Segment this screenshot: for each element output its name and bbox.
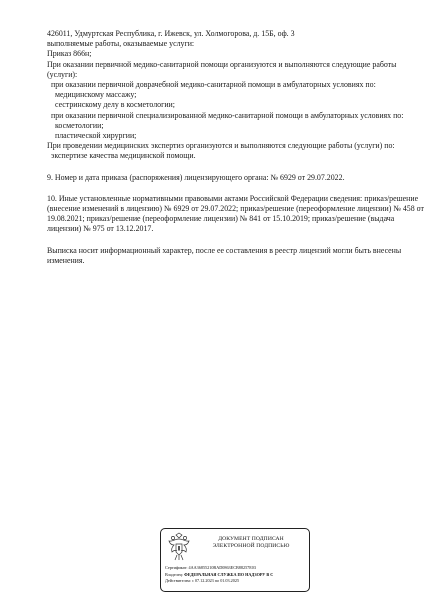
spacer <box>47 183 425 194</box>
primary-care-heading: При оказании первичной медико-санитарной помощи организуются и выполняются следующие работы (услуги): <box>47 59 397 79</box>
service-plastic-surgery: пластической хирургии; <box>55 131 137 141</box>
stamp-title <box>193 536 309 550</box>
item-10: 10. Иные установленные нормативными правовыми актами Российской Федерации сведения: приказ/решение (внесение изменений в лицензию) № 6929 от 29.07.2022; приказ/решение (переоформление лицензии) № 458 от 19.08.2021; приказ/решение (переоформление лицензии) № 841 от 15.10.2019; приказ/решение (выдача лицензии) № 975 от 13.12.2017. <box>47 193 424 234</box>
works-heading: выполняемые работы, оказываемые услуги: <box>47 39 195 49</box>
double-headed-eagle-icon <box>165 532 193 562</box>
certificate-row <box>165 565 273 572</box>
document-body <box>47 29 425 266</box>
spacer <box>47 235 425 246</box>
specialized-care-line: при оказании первичной специализированной медико-санитарной помощи в амбулаторных условиях по: <box>51 110 404 120</box>
notice: Выписка носит информационный характер, после ее составления в реестр лицензий могли быть внесены изменения. <box>47 245 402 265</box>
validity-label: Действителен: <box>165 578 191 584</box>
spacer <box>47 162 425 173</box>
service-massage: медицинскому массажу; <box>55 90 137 100</box>
service-nursing-cosmetology: сестринскому делу в косметологии; <box>55 100 175 110</box>
validity-row <box>165 578 273 585</box>
validity-value: с 07.12.2023 по 01.03.2025 <box>192 578 240 584</box>
address-line: 426011, Удмуртская Республика, г. Ижевск, ул. Холмогорова, д. 15Б, оф. 3 <box>47 29 295 38</box>
prehospital-care-line: при оказании первичной доврачебной медико-санитарной помощи в амбулаторных условиях по: <box>51 80 376 90</box>
expertise-heading: При проведении медицинских экспертиз организуются и выполняются следующие работы (услуги) по: <box>47 141 395 151</box>
stamp-title-line-1: ДОКУМЕНТ ПОДПИСАН <box>218 536 284 542</box>
item-9: 9. Номер и дата приказа (распоряжения) лицензирующего органа: № 6929 от 29.07.2022. <box>47 172 345 182</box>
owner-row <box>165 572 273 579</box>
stamp-title-line-2: ЭЛЕКТРОННОЙ ПОДПИСЬЮ <box>212 543 290 550</box>
stamp-details <box>165 565 273 585</box>
certificate-label: Сертификат: <box>165 565 188 570</box>
owner-value: ФЕДЕРАЛЬНАЯ СЛУЖБА ПО НАДЗОРУ В С <box>184 571 274 577</box>
owner-label: Владелец: <box>165 571 184 577</box>
electronic-signature-stamp <box>160 528 310 592</box>
service-quality-expertise: экспертизе качества медицинской помощи. <box>51 151 196 161</box>
certificate-value: 4AA36855210BAD0863ECB88257E03 <box>188 565 256 570</box>
service-cosmetology: косметологии; <box>55 120 104 130</box>
order-line: Приказ 866н; <box>47 49 92 59</box>
